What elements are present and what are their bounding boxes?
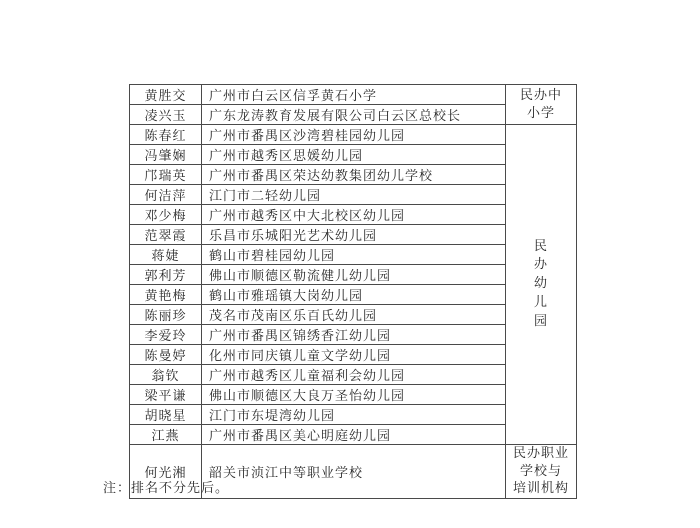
recipient-school: 广州市番禺区沙湾碧桂园幼儿园 (202, 125, 506, 145)
recipient-school: 广州市白云区信孚黄石小学 (202, 85, 506, 105)
recipient-school: 茂名市茂南区乐百氏幼儿园 (202, 305, 506, 325)
recipient-name: 李爱玲 (130, 325, 202, 345)
category-line: 园 (533, 313, 548, 329)
recipient-school: 江门市二轻幼儿园 (202, 185, 506, 205)
table-row (130, 125, 577, 145)
recipient-name: 黄胜交 (130, 85, 202, 105)
recipient-school: 广州市越秀区儿童福利会幼儿园 (202, 365, 506, 385)
recipient-name: 何光湘 (130, 445, 202, 499)
recipient-school: 广州市番禺区锦绣香江幼儿园 (202, 325, 506, 345)
recipient-name: 郭利芳 (130, 265, 202, 285)
recipient-name: 蒋婕 (130, 245, 202, 265)
recipient-school: 佛山市顺德区勒流健儿幼儿园 (202, 265, 506, 285)
recipient-name: 陈丽珍 (130, 305, 202, 325)
category-line: 儿 (533, 294, 548, 310)
category-line: 民办中 (519, 87, 562, 103)
recipient-school: 广东龙涛教育发展有限公司白云区总校长 (202, 105, 506, 125)
recipient-name: 何洁萍 (130, 185, 202, 205)
recipient-name: 冯肇娴 (130, 145, 202, 165)
recipient-school: 化州市同庆镇儿童文学幼儿园 (202, 345, 506, 365)
category-cell-private-primary-secondary (506, 85, 577, 125)
category-line: 办 (533, 257, 548, 273)
recipient-school: 广州市越秀区中大北校区幼儿园 (202, 205, 506, 225)
category-cell-private-kindergarten (506, 125, 577, 445)
recipient-name: 江燕 (130, 425, 202, 445)
recipient-school: 广州市番禺区荣达幼教集团幼儿学校 (202, 165, 506, 185)
category-line: 学校与 (519, 463, 562, 479)
category-line: 民 (533, 238, 548, 254)
award-recipients-table (129, 84, 577, 499)
recipient-school: 鹤山市碧桂园幼儿园 (202, 245, 506, 265)
recipient-name: 胡晓星 (130, 405, 202, 425)
recipient-name: 范翠霞 (130, 225, 202, 245)
recipient-school: 佛山市顺德区大良万圣怡幼儿园 (202, 385, 506, 405)
recipient-school: 江门市东堤湾幼儿园 (202, 405, 506, 425)
category-line: 民办职业 (512, 446, 569, 461)
recipient-name: 翁钦 (130, 365, 202, 385)
recipient-school: 乐昌市乐城阳光艺术幼儿园 (202, 225, 506, 245)
recipient-name: 黄艳梅 (130, 285, 202, 305)
footnote: 注：排名不分先后。 (103, 481, 230, 496)
table-row (130, 85, 577, 105)
category-line: 幼 (533, 276, 548, 292)
recipient-name: 凌兴玉 (130, 105, 202, 125)
category-line: 培训机构 (512, 481, 569, 496)
recipient-school: 韶关市浈江中等职业学校 (202, 445, 506, 499)
category-line: 小学 (526, 105, 555, 121)
recipient-name: 邓少梅 (130, 205, 202, 225)
recipient-school: 鹤山市雅瑶镇大岗幼儿园 (202, 285, 506, 305)
category-cell-private-vocational-training (506, 445, 577, 499)
recipient-name: 陈春红 (130, 125, 202, 145)
recipient-school: 广州市番禺区美心明庭幼儿园 (202, 425, 506, 445)
recipient-name: 邝瑞英 (130, 165, 202, 185)
recipient-name: 梁平谦 (130, 385, 202, 405)
recipient-name: 陈曼婷 (130, 345, 202, 365)
recipient-school: 广州市越秀区思媛幼儿园 (202, 145, 506, 165)
